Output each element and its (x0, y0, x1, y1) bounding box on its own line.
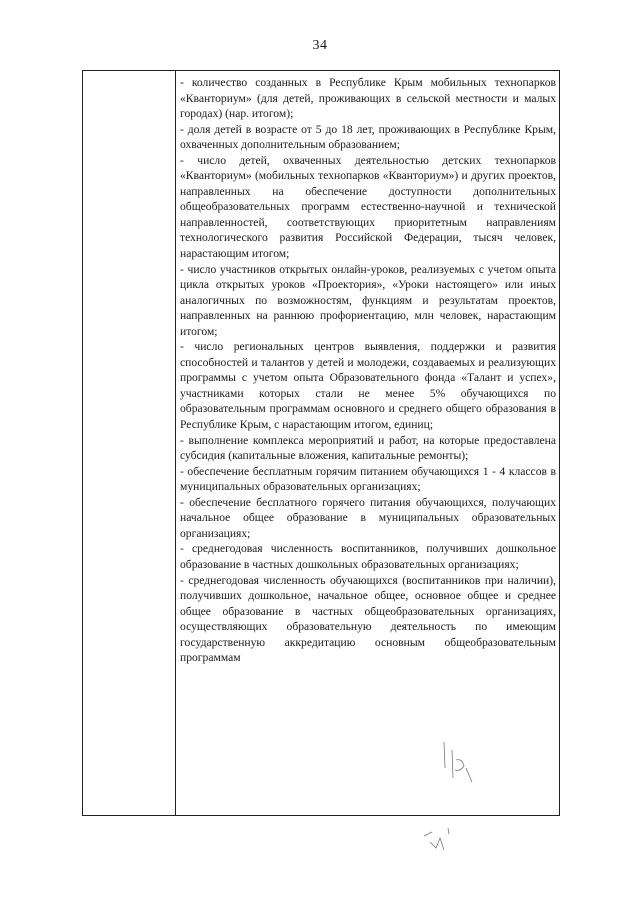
indicator-item-3: - число детей, охваченных деятельностью детских технопарков «Кванториум» (мобильных технопарков «Кванториум») и других проектов, направленных на обеспечение доступности дополнительных общеобразовательных программ естественно-научной и технической направленностей, соответствующих приоритетным направлениям технологического развития Российской Федерации, тысяч человек, нарастающим итогом; (180, 153, 556, 261)
column-divider (175, 71, 176, 815)
indicator-item-1: - количество созданных в Республике Крым мобильных технопарков «Кванториум» (для детей, проживающих в сельской местности и малых городах) (нар. итогом); (180, 76, 556, 121)
scan-mark-signature (420, 818, 460, 858)
page-number: 34 (312, 38, 328, 53)
indicator-list (180, 75, 556, 666)
indicator-item-9: - среднегодовая численность воспитанников, получивших дошкольное образование в частных дошкольных образовательных организациях; (180, 542, 556, 571)
indicator-item-4: - число участников открытых онлайн-уроков, реализуемых с учетом опыта цикла открытых уроков «Проектория», «Уроки настоящего» или иных аналогичных по возможностям, функциям и результатам проектов, направленных на раннюю профориентацию, млн человек, нарастающим итогом; (180, 262, 556, 338)
indicator-item-2: - доля детей в возрасте от 5 до 18 лет, проживающих в Республике Крым, охваченных дополнительным образованием; (180, 122, 556, 152)
indicator-item-6: - выполнение комплекса мероприятий и работ, на которые предоставлена субсидия (капитальные вложения, капитальные ремонты); (180, 433, 556, 463)
scan-mark-initials (438, 738, 478, 788)
indicator-item-5: - число региональных центров выявления, поддержки и развития способностей и талантов у детей и молодежи, создаваемых и реализующих программы с учетом опыта Образовательного фонда «Талант и успех», участниками которых стали не менее 5% обучающихся по образовательным программам основного и среднего общего образования в Республике Крым, с нарастающим итогом, единиц; (180, 340, 556, 432)
indicator-item-7: - обеспечение бесплатным горячим питанием обучающихся 1 - 4 классов в муниципальных образовательных организациях; (180, 464, 556, 494)
indicator-table (82, 70, 560, 816)
indicator-item-8: - обеспечение бесплатного горячего питания обучающихся, получающих начальное общее образование в муниципальных образовательных организациях; (180, 495, 556, 540)
indicator-item-10: - среднегодовая численность обучающихся (воспитанников при наличии), получивших дошкольное, начальное общее, основное общее и среднее общее образование в частных общеобразовательных организациях, осуществляющих образовательную деятельность по имеющим государственную аккредитацию основным общеобразовательным программам (180, 573, 556, 665)
